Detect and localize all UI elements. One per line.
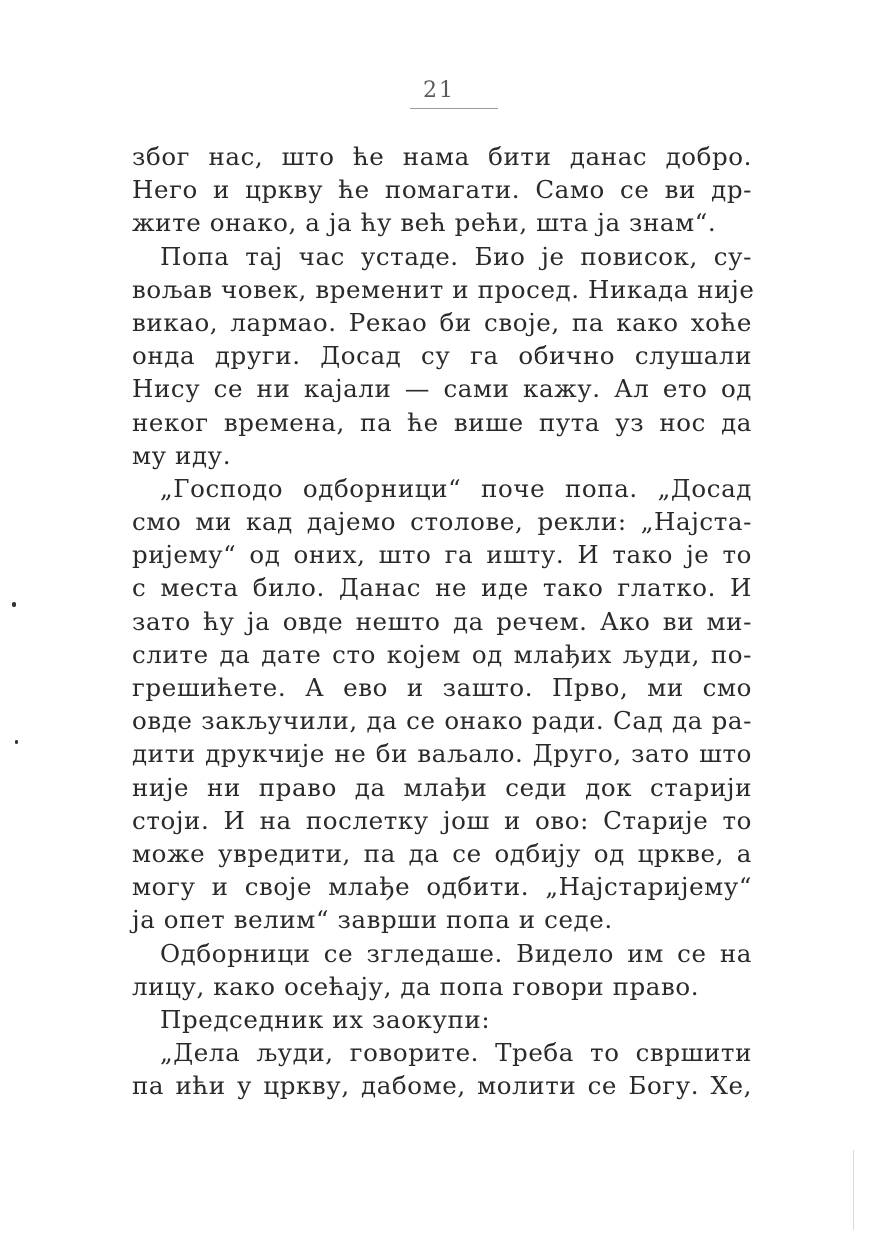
text-line: стоји. И на послетку још и ово: Старије то: [132, 805, 752, 835]
text-line: смо ми кад дајемо столове, рекли: „Најста-: [132, 507, 752, 537]
text-line: није ни право да млађи седи док старији: [132, 772, 752, 802]
page-number: 21: [423, 78, 455, 103]
text-line: „Господо одборници“ поче попа. „Досад: [160, 473, 752, 503]
text-line: Председник их заокупи:: [160, 1004, 491, 1034]
text-line: вољав човек, временит и просед. Никада није: [132, 274, 755, 304]
text-line: ријему“ од оних, што га ишту. И тако је то: [132, 540, 752, 570]
text-line: због нас, што ће нама бити данас добро.: [132, 142, 752, 171]
text-line: „Дела људи, говорите. Треба то свршити: [160, 1038, 752, 1068]
text-line: с места било. Данас не иде тако глатко. И: [132, 573, 752, 603]
text-line: грешићете. А ево и зашто. Прво, ми смо: [132, 673, 752, 702]
text-line: жите онако, а ја ћу већ рећи, шта ја знам“.: [132, 208, 717, 238]
text-line: ја опет велим“ заврши попа и седе.: [132, 905, 613, 935]
text-line: Нису се ни кајали — сами кажу. Ал ето од: [132, 374, 752, 404]
text-line: му иду.: [132, 440, 232, 470]
text-line: могу и своје млађе одбити. „Најстаријему“: [132, 872, 752, 902]
text-line: може увредити, па да се одбију од цркве, а: [132, 838, 752, 868]
text-line: неког времена, па ће више пута уз нос да: [132, 407, 752, 437]
text-line: па ићи у цркву, дабоме, молити се Богу. Хе,: [132, 1071, 752, 1101]
text-line: онда други. Досад су га обично слушали: [132, 341, 752, 371]
body-text: [132, 140, 755, 1102]
text-line: викао, лармао. Рекао би своје, па како хоће: [132, 307, 752, 337]
text-line: дити друкчије не би ваљало. Друго, зато што: [132, 739, 752, 769]
text-line: Одборници се згледаше. Видело им се на: [160, 938, 752, 968]
header-rule: [410, 108, 498, 109]
text-line: Попа тај час устаде. Био је повисок, су-: [160, 241, 752, 271]
text-line: Него и цркву ће помагати. Само се ви др-: [132, 175, 752, 205]
scan-edge-line: [853, 1150, 854, 1230]
margin-speck: [12, 602, 16, 607]
text-line: овде закључили, да се онако ради. Сад да ра-: [132, 706, 752, 736]
text-line: слите да дате сто којем од млађих људи, по-: [132, 639, 752, 669]
text-line: лицу, како осећају, да попа говори право.: [132, 971, 700, 1001]
margin-speck: [15, 740, 18, 744]
text-line: зато ћу ја овде нешто да речем. Ако ви ми-: [132, 606, 752, 636]
